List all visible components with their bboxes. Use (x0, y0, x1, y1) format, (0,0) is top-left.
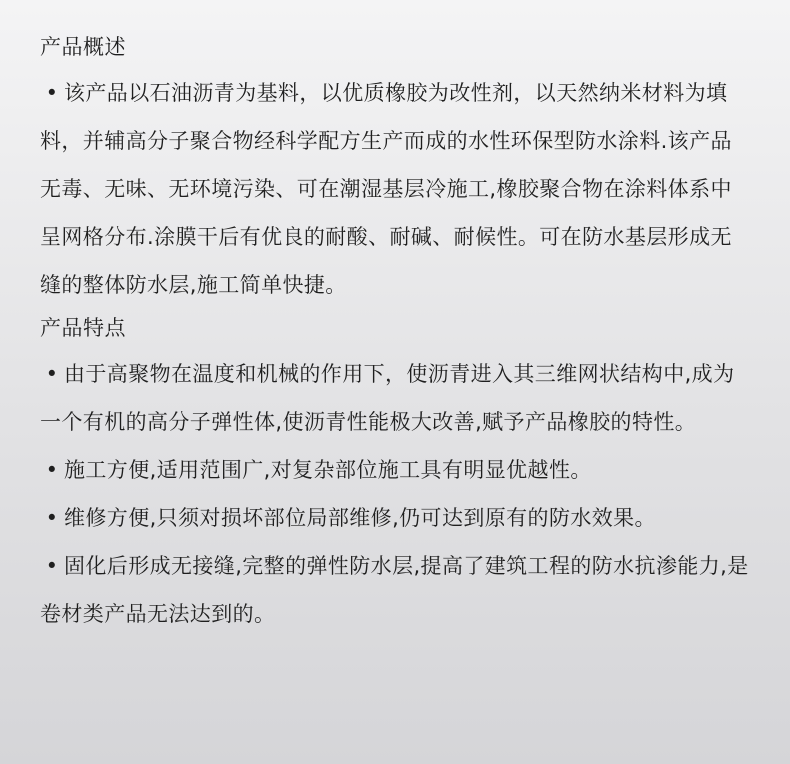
feature-item (40, 542, 750, 638)
bullet-icon: • (45, 506, 59, 530)
bullet-icon: • (45, 362, 59, 386)
bullet-icon: • (45, 458, 59, 482)
overview-heading: 产品概述 (40, 35, 126, 59)
bullet-icon: • (45, 81, 59, 105)
features-heading: 产品特点 (40, 316, 126, 340)
feature-text: 施工方便,适用范围广,对复杂部位施工具有明显优越性。 (64, 458, 592, 482)
feature-text: 由于高聚物在温度和机械的作用下，使沥青进入其三维网状结构中,成为一个有机的高分子弹性体,使沥青性能极大改善,赋予产品橡胶的特性。 (40, 362, 735, 434)
feature-item (40, 494, 750, 542)
overview-text: 该产品以石油沥青为基料，以优质橡胶为改性剂，以天然纳米材料为填料，并辅高分子聚合物经科学配方生产而成的水性环保型防水涂料.该产品无毒、无味、无环境污染、可在潮湿基层冷施工,橡胶聚合物在涂料体系中呈网格分布.涂膜干后有优良的耐酸、耐碱、耐候性。可在防水基层形成无缝的整体防水层,施工简单快捷。 (40, 81, 732, 297)
feature-text: 固化后形成无接缝,完整的弹性防水层,提高了建筑工程的防水抗渗能力,是卷材类产品无法达到的。 (40, 554, 749, 626)
overview-paragraph (40, 69, 750, 309)
feature-item (40, 446, 750, 494)
feature-text: 维修方便,只须对损坏部位局部维修,仍可达到原有的防水效果。 (64, 506, 656, 530)
bullet-icon: • (45, 554, 59, 578)
feature-item (40, 350, 750, 446)
